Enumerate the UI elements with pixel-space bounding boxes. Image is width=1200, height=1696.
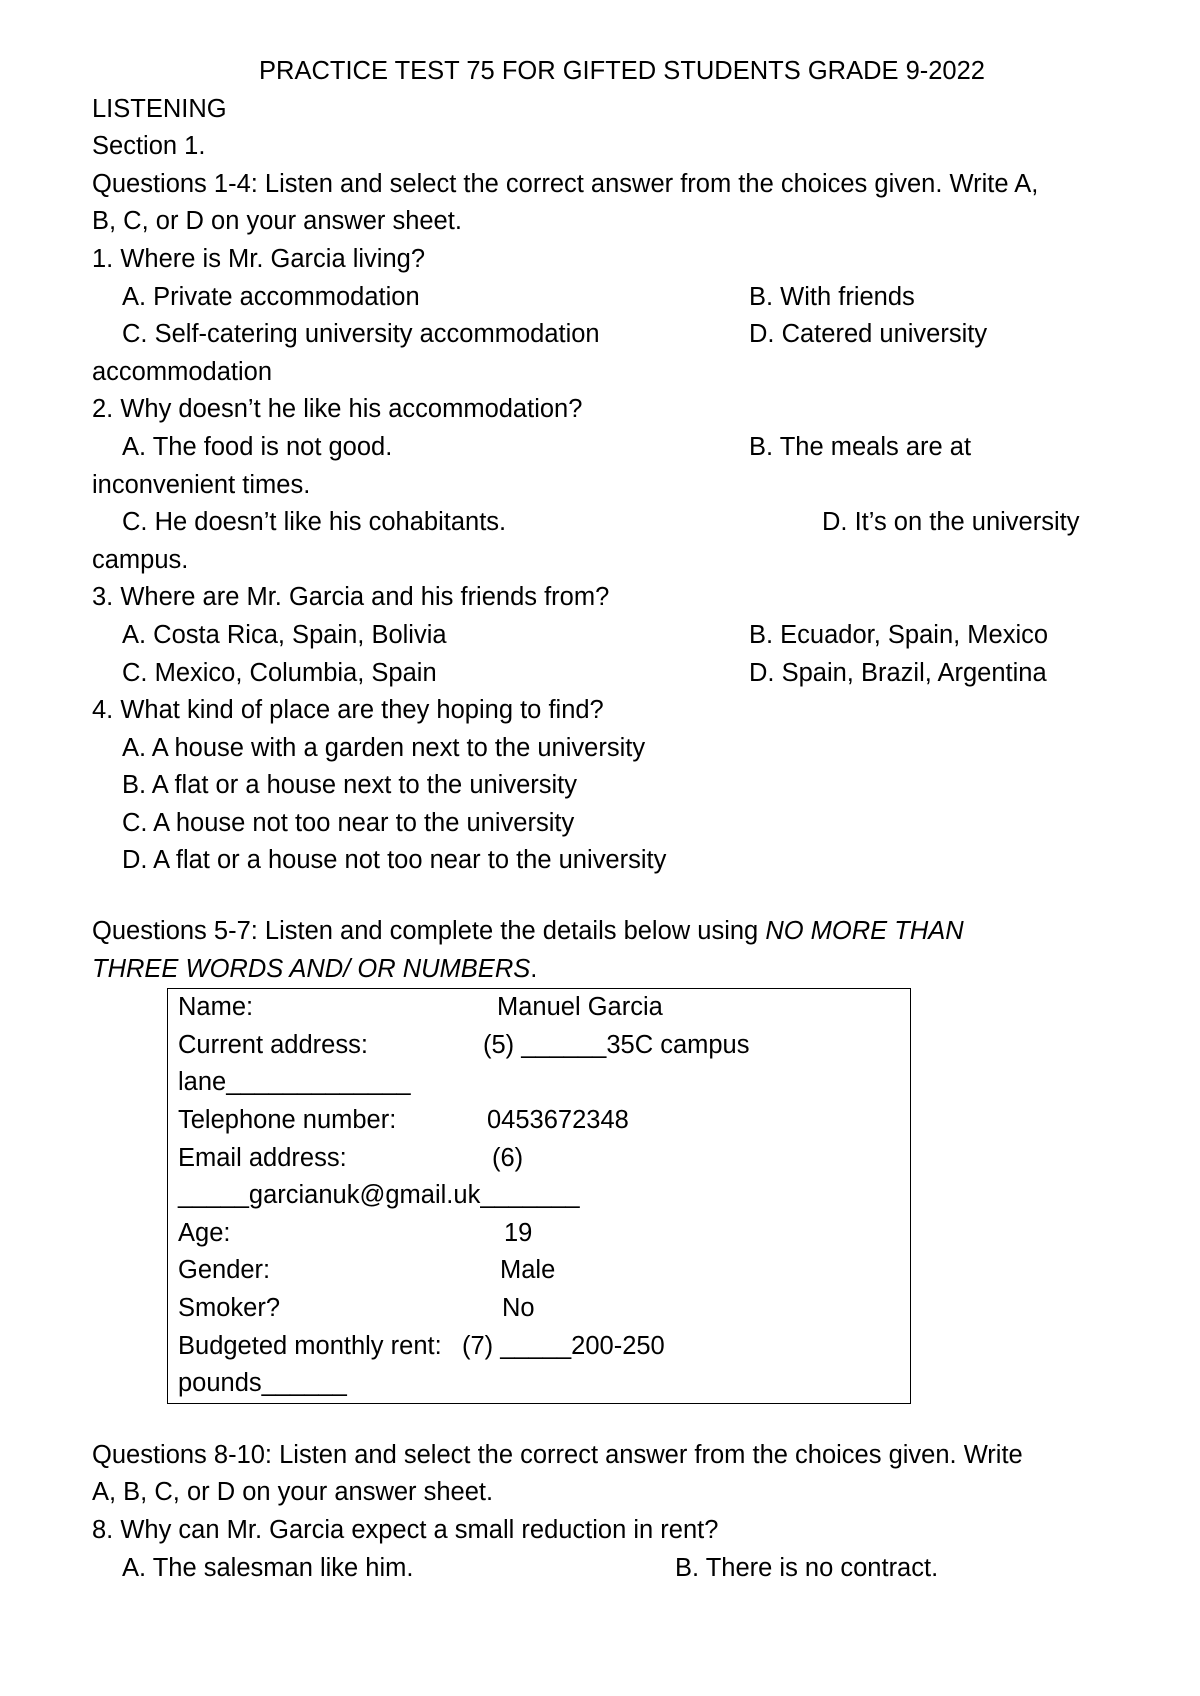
q3-options-row2 — [92, 655, 1152, 693]
q2-question: 2. Why doesn’t he like his accommodation? — [92, 395, 583, 424]
details-row-rent — [168, 1328, 910, 1366]
q2-options-row2 — [92, 504, 1152, 542]
page-title: PRACTICE TEST 75 FOR GIFTED STUDENTS GRADE 9-2022 — [259, 57, 985, 85]
part2-instruction-italic1: NO MORE THAN — [765, 917, 964, 946]
q4-option-b: B. A flat or a house next to the university — [122, 771, 578, 800]
smoker-label: Smoker? — [178, 1294, 281, 1322]
details-row-email-cont — [168, 1177, 910, 1215]
q1-option-d: D. Catered university — [749, 320, 988, 349]
part2-instruction-suffix: . — [530, 954, 538, 983]
q3-question: 3. Where are Mr. Garcia and his friends from? — [92, 583, 610, 612]
details-row-age — [168, 1215, 910, 1253]
q8-options-row1 — [92, 1550, 1152, 1588]
part2-instruction-line1 — [92, 913, 1152, 951]
q1-options-row2 — [92, 316, 1152, 354]
q3-option-c: C. Mexico, Columbia, Spain — [122, 658, 437, 687]
q2-option-d-cont: campus. — [92, 545, 189, 574]
gender-value: Male — [500, 1256, 556, 1285]
q4-question: 4. What kind of place are they hoping to find? — [92, 696, 604, 725]
address-label: Current address: — [178, 1030, 368, 1059]
q2-option-b-cont: inconvenient times. — [92, 470, 311, 499]
q1-option-a: A. Private accommodation — [122, 282, 420, 311]
q3-option-b: B. Ecuador, Spain, Mexico — [749, 620, 1049, 649]
q1-option-c: C. Self-catering university accommodation — [122, 320, 600, 349]
name-value: Manuel Garcia — [497, 993, 663, 1022]
details-row-phone — [168, 1102, 910, 1140]
section-heading: LISTENING — [92, 94, 227, 123]
email-cont: _____garcianuk@gmail.uk_______ — [178, 1181, 580, 1210]
q2-option-a: A. The food is not good. — [122, 432, 393, 461]
email-label: Email address: — [178, 1143, 347, 1172]
part1-instruction-line1: Questions 1-4: Listen and select the correct answer from the choices given. Write A, — [92, 169, 1039, 198]
q8-option-a: A. The salesman like him. — [122, 1553, 414, 1582]
q4-option-d: D. A flat or a house not too near to the university — [122, 846, 667, 875]
part2-instruction-italic2: THREE WORDS AND/ OR NUMBERS — [92, 954, 531, 983]
details-row-name — [168, 989, 910, 1027]
q2-options-row1 — [92, 429, 1152, 467]
q8-question: 8. Why can Mr. Garcia expect a small reduction in rent? — [92, 1515, 719, 1544]
q1-question: 1. Where is Mr. Garcia living? — [92, 244, 426, 273]
q2-option-c: C. He doesn’t like his cohabitants. — [122, 508, 507, 537]
smoker-value: No — [502, 1294, 535, 1322]
spacer — [92, 1404, 1152, 1437]
age-label: Age: — [178, 1218, 231, 1247]
details-row-address — [168, 1027, 910, 1065]
q8-option-b: B. There is no contract. — [675, 1553, 939, 1582]
address-value: (5) ______35C campus — [483, 1030, 750, 1059]
details-table — [167, 988, 911, 1404]
q3-options-row1 — [92, 617, 1152, 655]
part3-instruction-line1: Questions 8-10: Listen and select the correct answer from the choices given. Write — [92, 1440, 1023, 1469]
q2-option-d: D. It’s on the university — [822, 508, 1080, 537]
q4-option-c: C. A house not too near to the university — [122, 808, 575, 837]
q1-option-b: B. With friends — [749, 282, 915, 311]
details-row-address-cont — [168, 1064, 910, 1102]
spacer — [92, 880, 1152, 913]
age-value: 19 — [504, 1218, 533, 1247]
rent-cont: pounds______ — [178, 1369, 347, 1398]
q1-option-d-cont: accommodation — [92, 357, 273, 386]
part1-instruction-line2: B, C, or D on your answer sheet. — [92, 207, 462, 236]
q2-option-b: B. The meals are at — [749, 432, 972, 461]
rent-label: Budgeted monthly rent: — [178, 1331, 442, 1360]
details-row-rent-cont — [168, 1365, 910, 1403]
section-label: Section 1. — [92, 132, 206, 161]
gender-label: Gender: — [178, 1256, 271, 1285]
q3-option-a: A. Costa Rica, Spain, Bolivia — [122, 620, 447, 649]
details-row-email — [168, 1140, 910, 1178]
details-row-smoker — [168, 1290, 910, 1328]
part2-instruction-line2 — [92, 951, 1152, 989]
q4-option-a: A. A house with a garden next to the university — [122, 733, 646, 762]
details-row-gender — [168, 1252, 910, 1290]
email-value: (6) — [492, 1143, 524, 1172]
phone-label: Telephone number: — [178, 1106, 397, 1135]
rent-value: (7) _____200-250 — [462, 1331, 665, 1360]
q1-options-row1 — [92, 279, 1152, 317]
part2-instruction-prefix: Questions 5-7: Listen and complete the details below using — [92, 917, 766, 946]
q3-option-d: D. Spain, Brazil, Argentina — [749, 658, 1047, 687]
part3-instruction-line2: A, B, C, or D on your answer sheet. — [92, 1478, 494, 1507]
address-cont: lane_____________ — [178, 1068, 411, 1097]
name-label: Name: — [178, 993, 254, 1022]
phone-value: 0453672348 — [487, 1106, 629, 1135]
document-page — [92, 53, 1152, 1587]
